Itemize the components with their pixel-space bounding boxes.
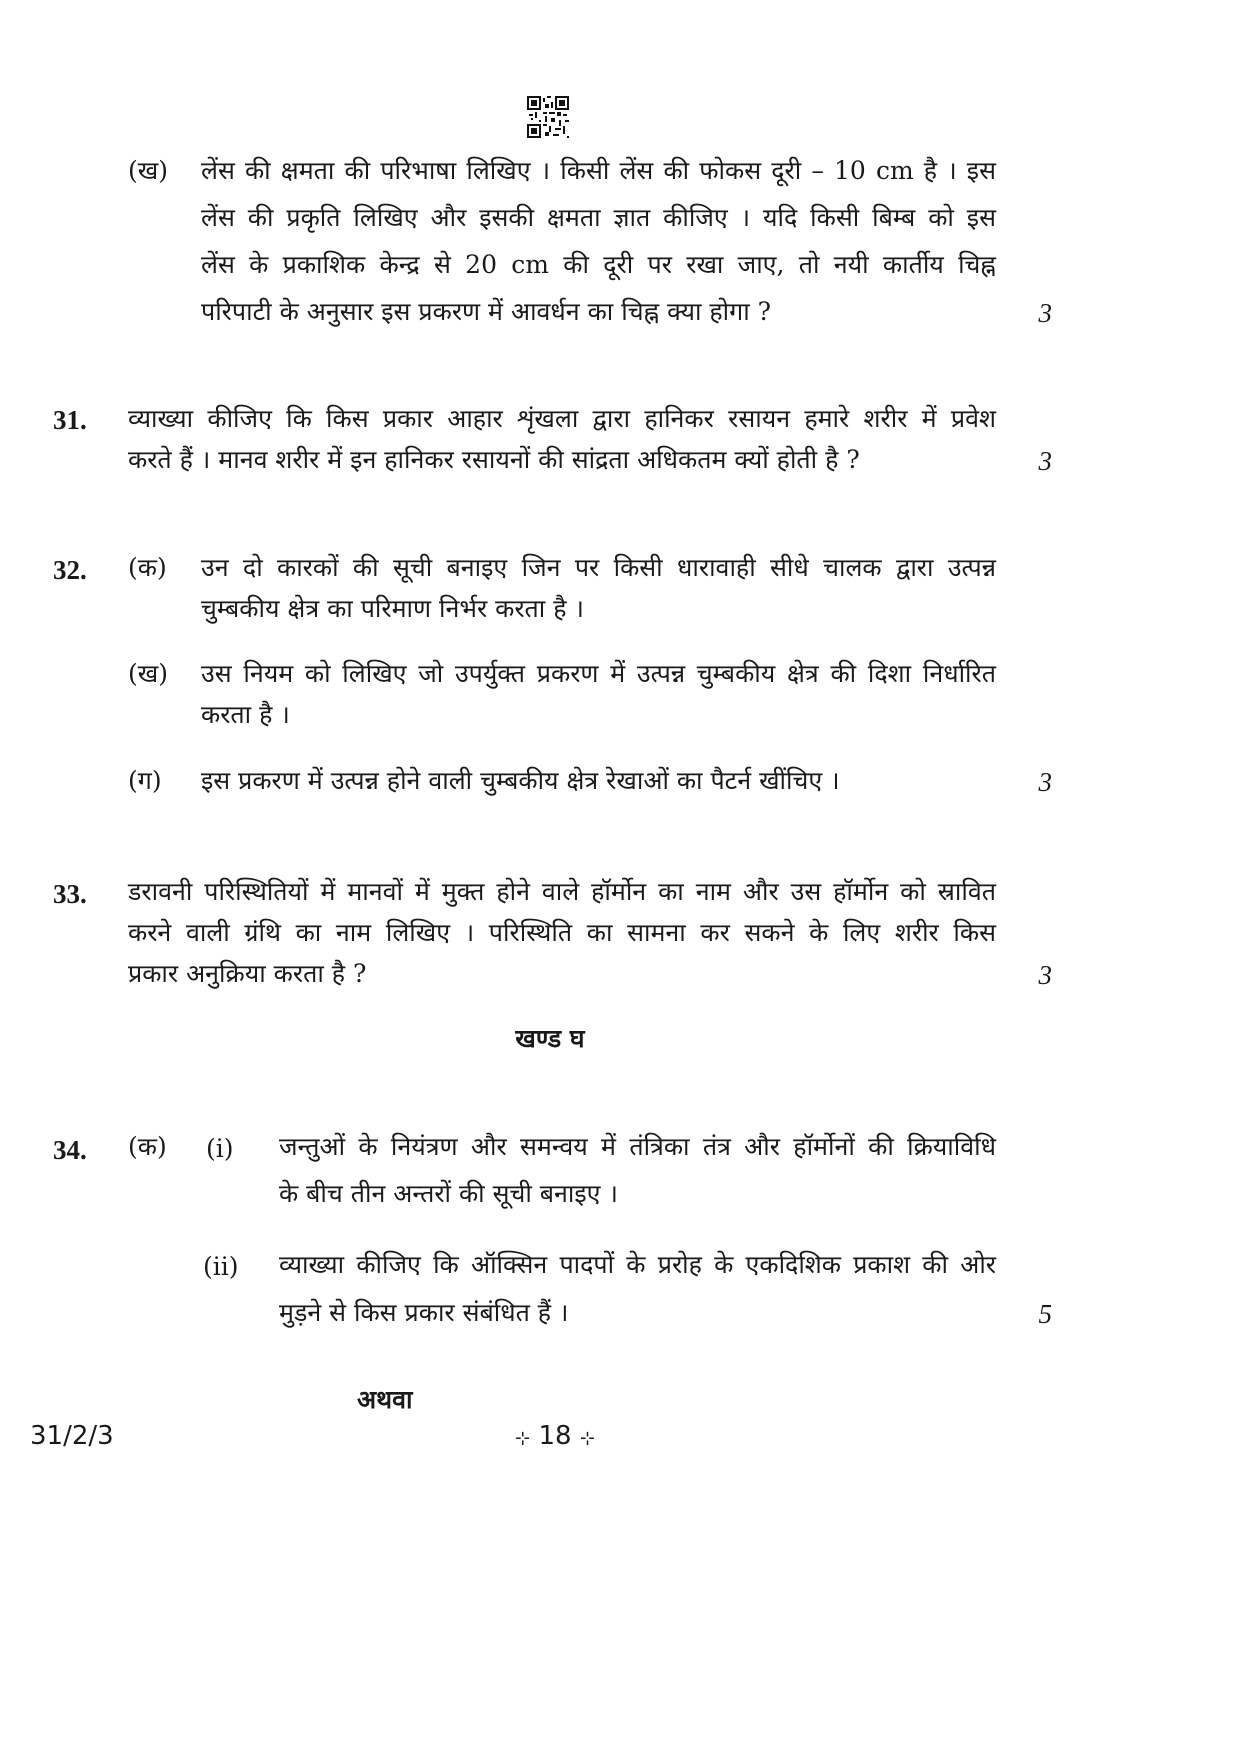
q32-a-line-2: चुम्बकीय क्षेत्र का परिमाण निर्भर करता है । [201, 594, 584, 623]
q31-line-2: करते हैं । मानव शरीर में इन हानिकर रसायनों की सांद्रता अधिकतम क्यों होती है ? [128, 445, 860, 474]
q34-ii-label: (ii) [203, 1252, 239, 1281]
q32-b-line-2: करता है । [201, 700, 290, 729]
q32-b-line-1: उस नियम को लिखिए जो उपर्युक्त प्रकरण में उत्पन्न चुम्बकीय क्षेत्र की दिशा निर्धारित [201, 659, 996, 688]
q30-sub-b-label: (ख) [128, 156, 168, 185]
page-number-block [0, 1421, 1110, 1454]
q34-ii-line-1: व्याख्या कीजिए कि ऑक्सिन पादपों के प्ररोह के एकदिशिक प्रकाश की ओर [279, 1250, 996, 1279]
qr-code-icon [527, 96, 569, 138]
page-number: 18 [538, 1421, 572, 1451]
q32-c-label: (ग) [128, 766, 162, 795]
section-heading: खण्ड घ [515, 1024, 585, 1053]
q33-line-1: डरावनी परिस्थितियों में मानवों में मुक्त होने वाले हॉर्मोन का नाम और उस हॉर्मोन को स्रावित [128, 877, 996, 906]
q34-a-label: (क) [128, 1132, 167, 1161]
q32-c-line-1: इस प्रकरण में उत्पन्न होने वाली चुम्बकीय क्षेत्र रेखाओं का पैटर्न खींचिए । [201, 766, 840, 795]
q32-number: 32. [53, 555, 87, 585]
paper-code: 31/2/3 [30, 1421, 114, 1451]
q31-marks: 3 [1038, 446, 1052, 476]
q34-ii-line-2: मुड़ने से किस प्रकार संबंधित हैं । [279, 1298, 569, 1327]
q34-i-line-1: जन्तुओं के नियंत्रण और समन्वय में तंत्रिका तंत्र और हॉर्मोनों की क्रियाविधि [279, 1132, 996, 1161]
q30-sub-b-line-2: लेंस की प्रकृति लिखिए और इसकी क्षमता ज्ञात कीजिए । यदि किसी बिम्ब को इस [201, 203, 996, 232]
q30-sub-b-line-3: लेंस के प्रकाशिक केन्द्र से 20 cm की दूरी पर रखा जाए, तो नयी कार्तीय चिह्न [201, 250, 996, 279]
q34-i-line-2: के बीच तीन अन्तरों की सूची बनाइए । [279, 1179, 618, 1208]
q34-number: 34. [53, 1135, 87, 1165]
q34-marks: 5 [1038, 1299, 1052, 1329]
q33-marks: 3 [1038, 960, 1052, 990]
q33-number: 33. [53, 879, 87, 909]
q30-marks: 3 [1038, 298, 1052, 328]
q32-b-label: (ख) [128, 659, 168, 688]
ornament-left-icon: ⊹ [515, 1428, 531, 1449]
q31-line-1: व्याख्या कीजिए कि किस प्रकार आहार शृंखला द्वारा हानिकर रसायन हमारे शरीर में प्रवेश [128, 404, 996, 433]
q32-marks: 3 [1038, 767, 1052, 797]
q33-line-3: प्रकार अनुक्रिया करता है ? [128, 959, 367, 988]
q30-sub-b-line-1: लेंस की क्षमता की परिभाषा लिखिए । किसी लेंस की फोकस दूरी – 10 cm है । इस [201, 156, 996, 185]
or-text: अथवा [357, 1385, 413, 1414]
q31-number: 31. [53, 405, 87, 435]
q32-a-line-1: उन दो कारकों की सूची बनाइए जिन पर किसी धारावाही सीधे चालक द्वारा उत्पन्न [201, 553, 996, 582]
q32-a-label: (क) [128, 553, 167, 582]
q34-i-label: (i) [206, 1134, 234, 1163]
q33-line-2: करने वाली ग्रंथि का नाम लिखिए । परिस्थिति का सामना कर सकने के लिए शरीर किस [128, 918, 996, 947]
q30-sub-b-line-4: परिपाटी के अनुसार इस प्रकरण में आवर्धन का चिह्न क्या होगा ? [201, 297, 772, 326]
ornament-right-icon: ⊹ [579, 1428, 595, 1449]
